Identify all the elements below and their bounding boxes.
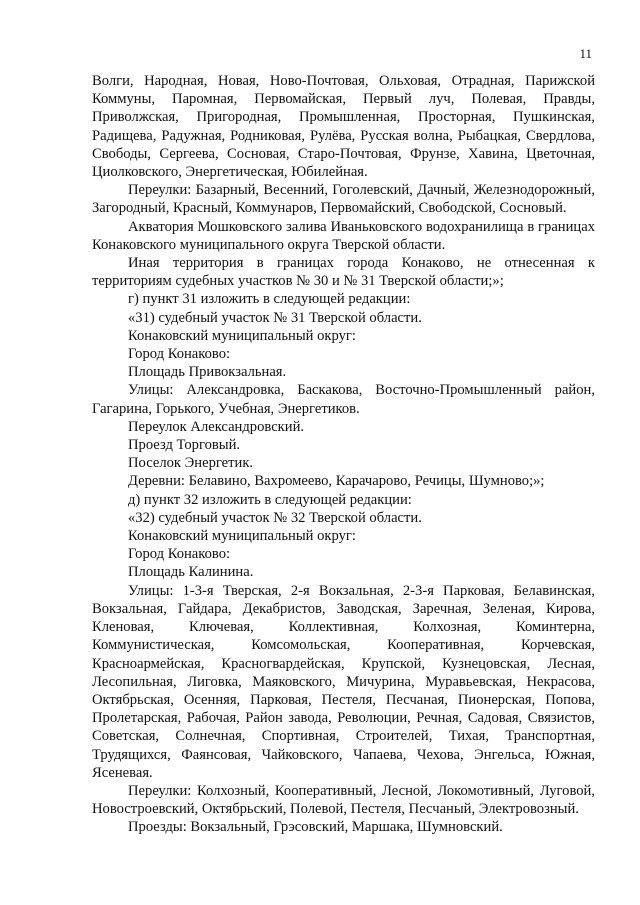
paragraph-streets-2: Улицы: 1-3-я Тверская, 2-я Вокзальная, 2-3-я Парковая, Белавинская, Вокзальная, Гайдара, Декабристов, Заводская, Заречная, Зеленая, Кирова, Кленовая, Ключевая, Коллективная, Колхозная, Коминтерна, Коммунистическая, Комсомольская, Кооперативная, Корчевская, Красноармейская, Красногвардейская, Крупской, Кузнецовская, Лесная, Лесопильная, Лиговка, Маяковского, Мичурина, Муравьевская, Некрасова, Октябрьская, Осенняя, Парковая, Пестеля, Песчаная, Пионерская, Попова, Пролетарская, Рабочая, Район завода, Революции, Речная, Садовая, Связистов, Советская, Солнечная, Спортивная, Строителей, Тихая, Транспортная, Трудящихся, Фаянсовая, Чайковского, Чапаева, Чехова, Энгельса, Южная, Ясеневая. [92,582,595,781]
paragraph-court-32: «32) судебный участок № 32 Тверской области. [128,509,422,526]
paragraph-lanes: Переулки: Базарный, Весенний, Гоголевский, Дачный, Железнодорожный, Загородный, Красный, Коммунаров, Первомайский, Свободской, Сосновый. [92,182,595,217]
paragraph-settlement: Поселок Энергетик. [128,455,254,472]
paragraph-city-2: Город Конаково: [128,546,231,563]
paragraph-streets-continued: Волги, Народная, Новая, Ново-Почтовая, Ольховая, Отрадная, Парижской Коммуны, Паромная, Первомайская, Первый луч, Полевая, Правды, Приволжская, Пригородная, Промышленная, Просторная, Пушкинская, Радищева, Радужная, Родниковая, Рулёва, Русская волна, Рыбацкая, Свердлова, Свободы, Сергеева, Сосновая, Старо-Почтовая, Фрунзе, Хавина, Цветочная, Циолковского, Энергетическая, Юбилейная. [92,73,595,181]
paragraph-square: Площадь Привокзальная. [128,364,287,381]
paragraph-villages: Деревни: Белавино, Вахромеево, Карачарово, Речицы, Шумново;»; [128,473,545,490]
paragraph-lanes-2: Переулки: Колхозный, Кооперативный, Лесной, Локомотивный, Луговой, Новостроевский, Октябрьский, Полевой, Пестеля, Песчаный, Электровозный. [92,782,595,818]
paragraph-court-31: «31) судебный участок № 31 Тверской области. [128,309,422,326]
paragraph-square-2: Площадь Калинина. [128,564,254,581]
paragraph-lane: Переулок Александровский. [128,418,305,435]
paragraph-passage: Проезд Торговый. [128,437,241,454]
paragraph-passages: Проезды: Вокзальный, Грэсовский, Маршака, Шумновский. [128,819,503,836]
paragraph-district: Конаковский муниципальный округ: [128,327,356,344]
paragraph-item-g: г) пункт 31 изложить в следующей редакции: [128,291,411,308]
document-body [92,72,595,837]
paragraph-streets: Улицы: Александровка, Баскакова, Восточно-Промышленный район, Гагарина, Горького, Учебная, Энергетиков. [92,382,595,417]
paragraph-other-territory: Иная территория в границах города Конаково, не отнесенная к территориям судебных участков № 30 и № 31 Тверской области;»; [92,255,595,290]
page-number: 11 [579,46,592,61]
paragraph-district-2: Конаковский муниципальный округ: [128,528,356,545]
paragraph-city: Город Конаково: [128,346,231,363]
paragraph-item-d: д) пункт 32 изложить в следующей редакции: [128,491,412,508]
paragraph-water-area: Акватория Мошковского залива Иваньковского водохранилища в границах Конаковского муниципального округа Тверской области. [92,218,595,253]
